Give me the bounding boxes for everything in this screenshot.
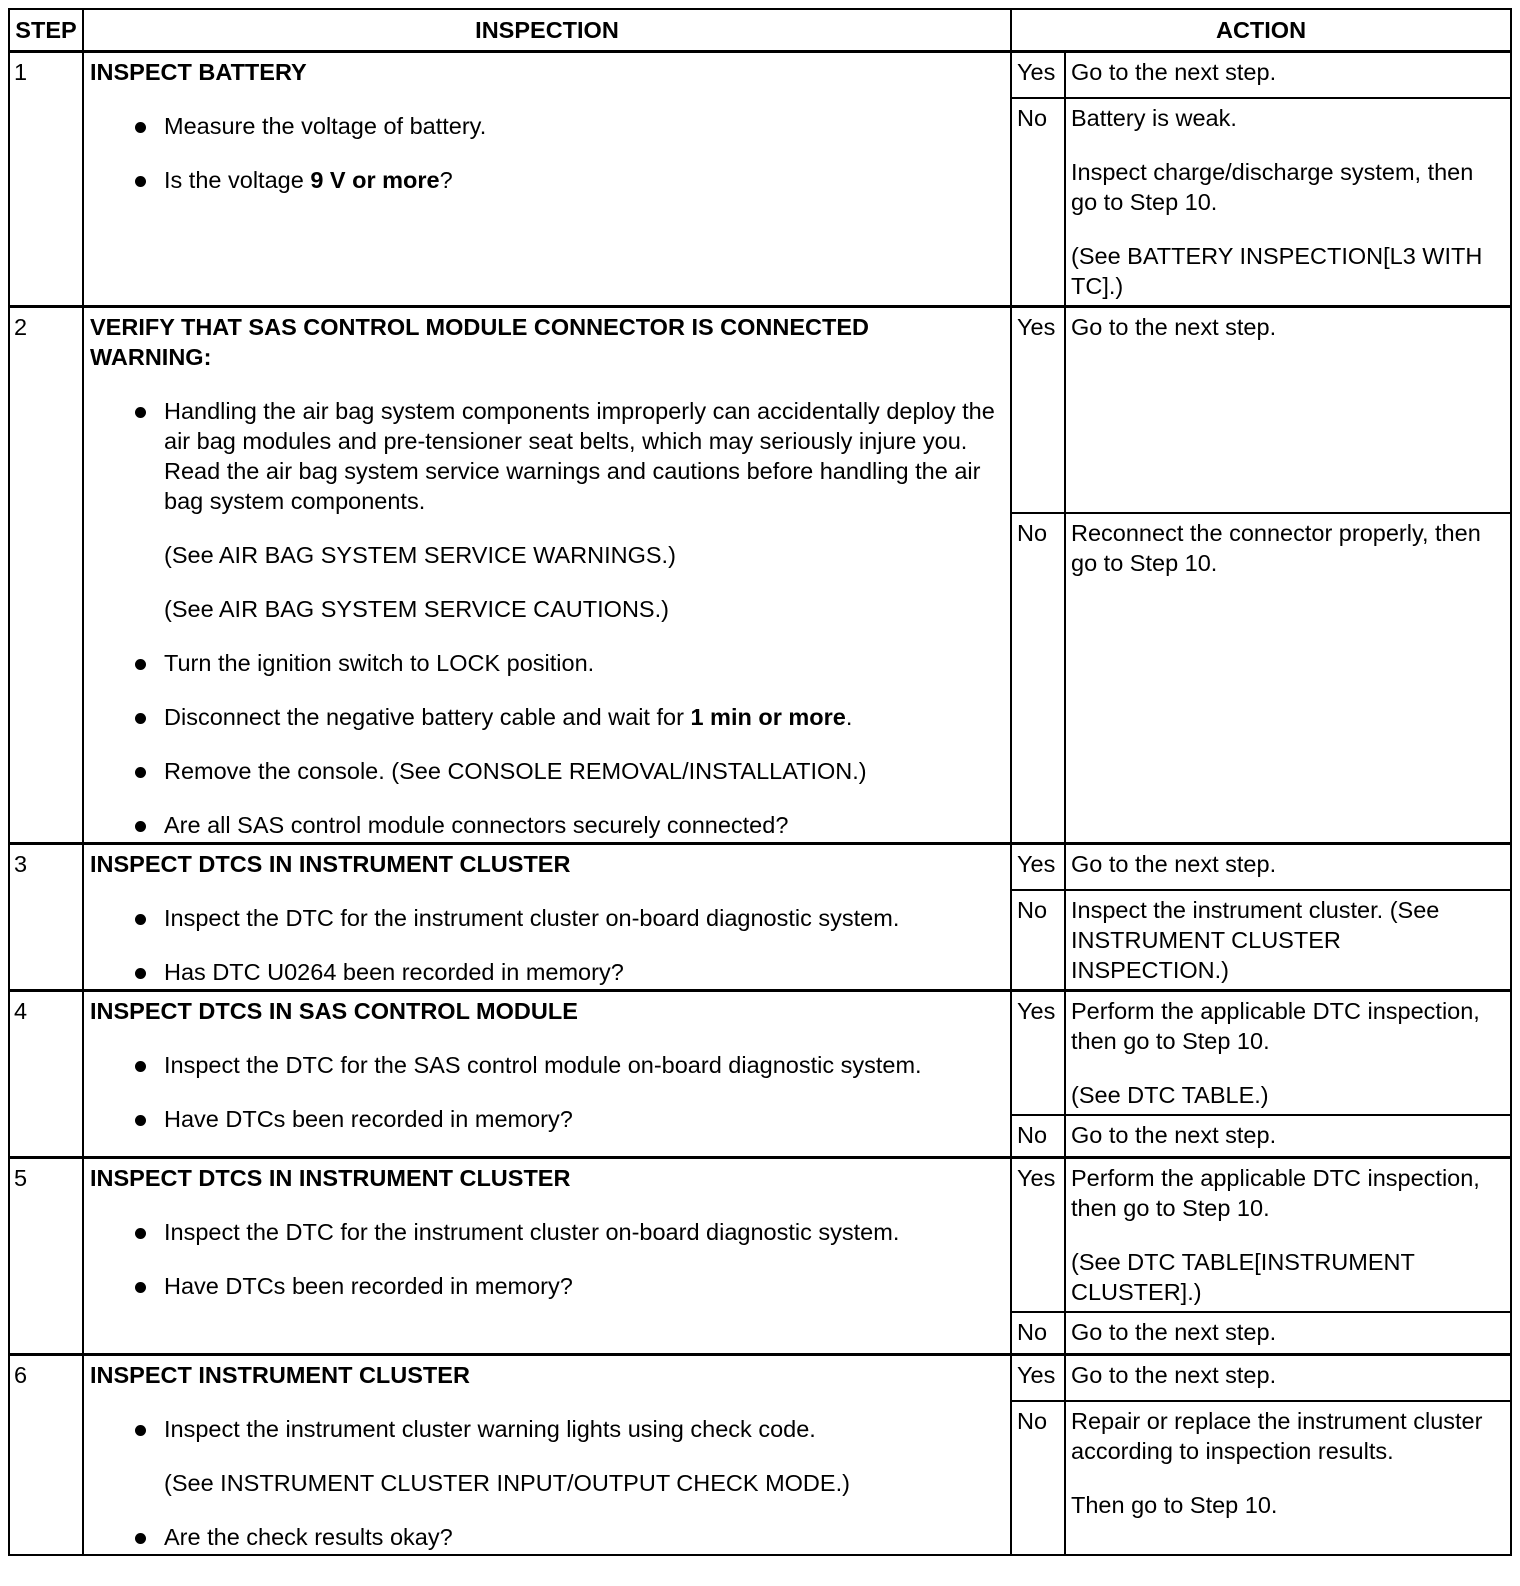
- bullet-item: Inspect the DTC for the instrument cluster on-board diagnostic system.: [90, 903, 1000, 933]
- bullet-item: Inspect the instrument cluster warning lights using check code.: [90, 1414, 1000, 1444]
- no-label: No: [1011, 1401, 1065, 1555]
- step-2-inspection: [83, 307, 1011, 844]
- action-text: Inspect the instrument cluster. (See INSTRUMENT CLUSTER INSPECTION.): [1071, 897, 1440, 983]
- no-action: [1065, 1312, 1511, 1355]
- yes-action: [1065, 1355, 1511, 1402]
- see-reference: (See AIR BAG SYSTEM SERVICE CAUTIONS.): [164, 596, 669, 622]
- no-action: [1065, 513, 1511, 844]
- step-number: 2: [9, 307, 83, 844]
- bullet-item: Inspect the DTC for the SAS control module on-board diagnostic system.: [90, 1050, 1000, 1080]
- step-4-inspection: [83, 991, 1011, 1158]
- step-title: INSPECT DTCS IN INSTRUMENT CLUSTER: [90, 851, 571, 877]
- action-text: Battery is weak.: [1071, 105, 1237, 131]
- header-action: ACTION: [1011, 9, 1511, 52]
- bullet-item: Are all SAS control module connectors securely connected?: [90, 810, 1000, 840]
- action-text: (See BATTERY INSPECTION[L3 WITH TC].): [1071, 243, 1483, 299]
- no-label: No: [1011, 98, 1065, 307]
- step-number: 4: [9, 991, 83, 1158]
- action-text: Repair or replace the instrument cluster according to inspection results.: [1071, 1408, 1483, 1464]
- step-number: 3: [9, 844, 83, 991]
- step-6-yes-row: [9, 1355, 1511, 1402]
- see-reference: (See AIR BAG SYSTEM SERVICE WARNINGS.): [164, 542, 676, 568]
- header-step: STEP: [9, 9, 83, 52]
- step-title: INSPECT INSTRUMENT CLUSTER: [90, 1362, 470, 1388]
- action-text: Go to the next step.: [1071, 1362, 1277, 1388]
- no-action: [1065, 1115, 1511, 1158]
- no-action: [1065, 98, 1511, 307]
- step-1-yes-row: [9, 52, 1511, 99]
- action-text: (See DTC TABLE.): [1071, 1082, 1269, 1108]
- bullet-item: Have DTCs been recorded in memory?: [90, 1271, 1000, 1301]
- bullet-item: Have DTCs been recorded in memory?: [90, 1104, 1000, 1134]
- step-title: INSPECT DTCS IN INSTRUMENT CLUSTER: [90, 1165, 571, 1191]
- no-action: [1065, 1401, 1511, 1555]
- step-5-inspection: [83, 1158, 1011, 1355]
- action-text: Inspect charge/discharge system, then go to Step 10.: [1071, 159, 1474, 215]
- step-6-inspection: [83, 1355, 1011, 1556]
- yes-action: [1065, 52, 1511, 99]
- step-5-yes-row: [9, 1158, 1511, 1313]
- header-inspection: INSPECTION: [83, 9, 1011, 52]
- no-action: [1065, 890, 1511, 991]
- bullet-text: Disconnect the negative battery cable and wait for: [164, 704, 691, 730]
- bullet-item: Has DTC U0264 been recorded in memory?: [90, 957, 1000, 987]
- yes-label: Yes: [1011, 1355, 1065, 1402]
- yes-label: Yes: [1011, 1158, 1065, 1313]
- action-text: Go to the next step.: [1071, 59, 1277, 85]
- no-label: No: [1011, 1312, 1065, 1355]
- bullet-text: .: [845, 704, 853, 730]
- diagnostic-table: [8, 8, 1512, 1556]
- step-title: VERIFY THAT SAS CONTROL MODULE CONNECTOR IS CONNECTED: [90, 314, 870, 340]
- action-text: Go to the next step.: [1071, 1122, 1277, 1148]
- no-label: No: [1011, 513, 1065, 844]
- step-title: INSPECT BATTERY: [90, 59, 307, 85]
- step-4-yes-row: [9, 991, 1511, 1116]
- action-text: Go to the next step.: [1071, 314, 1277, 340]
- yes-label: Yes: [1011, 307, 1065, 514]
- step-number: 6: [9, 1355, 83, 1556]
- step-1-inspection: [83, 52, 1011, 307]
- bullet-item: Measure the voltage of battery.: [90, 111, 1000, 141]
- step-number: 5: [9, 1158, 83, 1355]
- yes-action: [1065, 844, 1511, 891]
- yes-label: Yes: [1011, 844, 1065, 891]
- bullet-bold-text: 9 V or more: [310, 167, 440, 193]
- warning-label: WARNING:: [90, 344, 212, 370]
- yes-label: Yes: [1011, 991, 1065, 1116]
- bullet-item: Turn the ignition switch to LOCK position.: [90, 648, 1000, 678]
- action-text: Reconnect the connector properly, then go to Step 10.: [1071, 520, 1481, 576]
- bullet-text: Is the voltage: [164, 167, 311, 193]
- bullet-bold-text: 1 min or more: [690, 704, 846, 730]
- yes-action: [1065, 991, 1511, 1116]
- step-3-inspection: [83, 844, 1011, 991]
- yes-action: [1065, 307, 1511, 514]
- action-text: (See DTC TABLE[INSTRUMENT CLUSTER].): [1071, 1249, 1415, 1305]
- no-label: No: [1011, 1115, 1065, 1158]
- action-text: Then go to Step 10.: [1071, 1492, 1278, 1518]
- action-text: Go to the next step.: [1071, 851, 1277, 877]
- bullet-item: [90, 702, 1000, 732]
- step-number: 1: [9, 52, 83, 307]
- yes-action: [1065, 1158, 1511, 1313]
- bullet-item: Inspect the DTC for the instrument cluster on-board diagnostic system.: [90, 1217, 1000, 1247]
- step-title: INSPECT DTCS IN SAS CONTROL MODULE: [90, 998, 578, 1024]
- warning-bullet: Handling the air bag system components improperly can accidentally deploy the air bag modules and pre-tensioner seat belts, which may seriously injure you. Read the air bag system service warnings and cautions before handling the air bag system components.: [90, 396, 1000, 516]
- bullet-text: ?: [439, 167, 453, 193]
- step-3-yes-row: [9, 844, 1511, 891]
- no-label: No: [1011, 890, 1065, 991]
- yes-label: Yes: [1011, 52, 1065, 99]
- action-text: Perform the applicable DTC inspection, then go to Step 10.: [1071, 998, 1480, 1054]
- bullet-item: Remove the console. (See CONSOLE REMOVAL/INSTALLATION.): [90, 756, 1000, 786]
- bullet-item: Are the check results okay?: [90, 1522, 1000, 1552]
- bullet-item: [90, 165, 1000, 195]
- step-2-yes-row: [9, 307, 1511, 514]
- action-text: Go to the next step.: [1071, 1319, 1277, 1345]
- see-reference: (See INSTRUMENT CLUSTER INPUT/OUTPUT CHECK MODE.): [164, 1470, 850, 1496]
- action-text: Perform the applicable DTC inspection, then go to Step 10.: [1071, 1165, 1480, 1221]
- header-row: [9, 9, 1511, 52]
